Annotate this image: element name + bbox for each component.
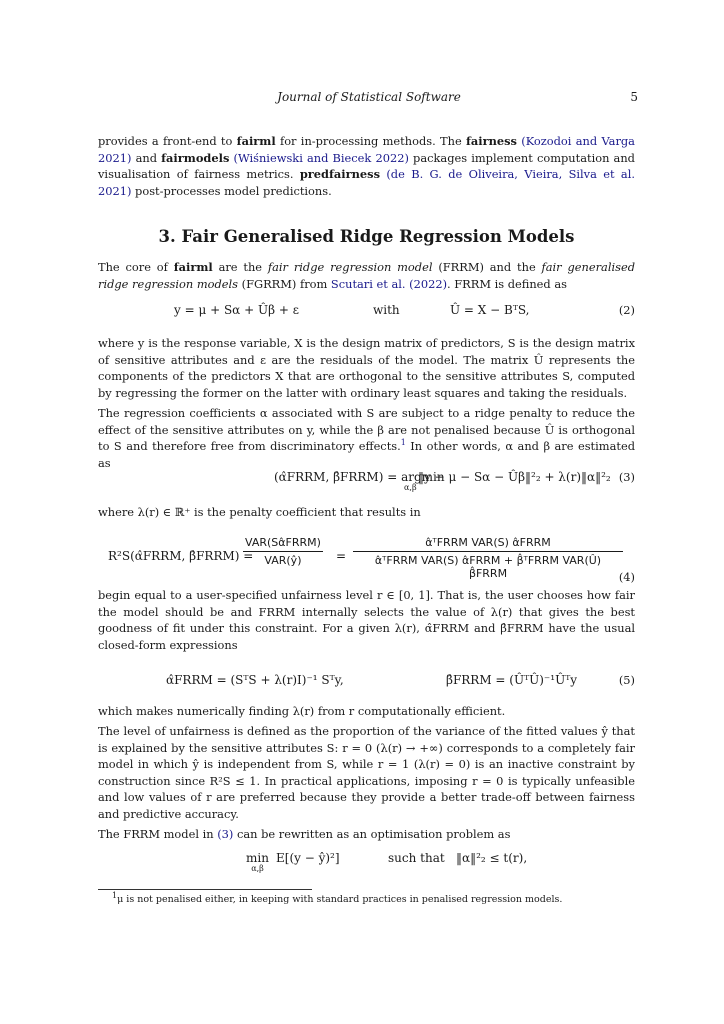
equation-lhs: (α̂FRRM, β̂FRRM) = argmin (274, 470, 445, 484)
expected-loss: E[(y − ŷ)²] (276, 851, 340, 865)
package-name: predfairness (299, 167, 380, 181)
citation-link[interactable]: (Wiśniewski and Biecek 2022) (233, 150, 409, 165)
text: In other words, α and β are estimated as (98, 439, 635, 470)
citation-link[interactable]: (de B. G. de Oliveira, Vieira, Silva et al. 2021) (98, 167, 635, 198)
text: (FGRRM) from (238, 276, 331, 291)
min-label: min (246, 851, 269, 865)
equals-sign: = (336, 549, 347, 563)
equation-3 (98, 470, 635, 500)
citation-link[interactable]: Scutari et al. (2022) (330, 276, 448, 291)
text: and (131, 150, 162, 165)
text: packages implement computation and visualisation of fairness metrics. (98, 150, 635, 181)
equation-number: (2) (618, 303, 635, 317)
equation-rhs: β̂FRRM = (ÛᵀÛ)⁻¹Ûᵀy (446, 673, 578, 687)
fraction-numerator: α̂ᵀFRRM VAR(S) α̂FRRM (353, 536, 623, 552)
paragraph-definitions: where y is the response variable, X is the design matrix of predictors, S is the design matrix of sensitive attributes and ε are the residuals of the model. The matrix Û represents the components of the predictors X that are orthogonal to the sensitive attributes S, computed by regressing the former on the latter with ordinary least squares and taking the residuals. (98, 336, 635, 400)
equation-reference-link[interactable]: (3) (217, 827, 234, 841)
min-subscript: α,β (251, 864, 264, 873)
text: provides a front-end to (98, 134, 237, 148)
equation-lhs: y = μ + Sα + Ûβ + ε (174, 303, 299, 317)
constraint: ‖α‖²₂ ≤ t(r), (456, 851, 528, 865)
paragraph-coefficients (98, 405, 635, 471)
paragraph-unfairness-definition: The level of unfairness is defined as the proportion of the variance of the fitted values ŷ that is explained by the sensitive attributes S: r = 0 (λ(r) → +∞) corresponds to a completely fair model in which ŷ is independent from S, while r = 1 (λ(r) = 0) is an inactive constraint by construction since R²S ≤ 1. In practical applications, imposing r = 0 is typically unfeasible and low values of r are preferred because they provide a better trade-off between fairness and predictive accuracy. (98, 724, 635, 821)
footnote-number: 1 (112, 890, 118, 900)
footnote (112, 890, 632, 906)
paragraph-core (98, 259, 635, 292)
text: for in-processing methods. The (275, 134, 466, 148)
such-that-label: such that (388, 851, 445, 865)
equation-4 (98, 536, 635, 582)
package-name: fairml (236, 134, 276, 148)
section-number: 3. (158, 227, 176, 246)
term: fair generalised ridge regression models (98, 260, 635, 291)
paragraph-optimisation (98, 826, 635, 843)
footnote-text: μ is not penalised either, in keeping with standard practices in penalised regression models. (117, 894, 563, 905)
paragraph-unfairness-level: begin equal to a user-specified unfairness level r ∈ [0, 1]. That is, the user chooses how fair the model should be and FRRM internally selects the value of λ(r) that gives the best goodness of fit under this constraint. For a given λ(r), α̂FRRM and β̂FRRM have the usual closed-form expressions (98, 588, 635, 652)
fraction-variance-ratio (243, 536, 323, 567)
running-header (98, 90, 640, 106)
paragraph-penalty: where λ(r) ∈ ℝ⁺ is the penalty coefficient that results in (98, 505, 421, 519)
package-name: fairness (466, 134, 517, 148)
page-number: 5 (630, 90, 638, 104)
text: are the (212, 260, 268, 274)
text: (FRRM) and the (432, 260, 542, 274)
section-title: Fair Generalised Ridge Regression Models (181, 227, 575, 246)
footnote-marker[interactable]: 1 (400, 438, 406, 448)
equation-rhs: ‖y − μ − Sα − Ûβ‖²₂ + λ(r)‖α‖²₂ (418, 470, 611, 484)
package-name: fairmodels (161, 150, 230, 165)
argmin-subscript: α,β (404, 483, 417, 492)
text: post-processes model predictions. (131, 183, 332, 198)
equation-with: with (373, 303, 400, 317)
package-name: fairml (173, 260, 213, 274)
citation-link[interactable]: (Kozodoi and Varga 2021) (98, 134, 635, 165)
equation-rhs: Û = X − BᵀS, (450, 303, 530, 317)
equation-2 (98, 303, 635, 321)
equation-5 (98, 673, 635, 693)
fraction-numerator: VAR(Sα̂FRRM) (243, 536, 323, 552)
term: fair ridge regression model (267, 260, 433, 274)
fraction-denominator: α̂ᵀFRRM VAR(S) α̂FRRM + β̂ᵀFRRM VAR(Û) β̂FRRM (374, 554, 602, 580)
equation-lhs: α̂FRRM = (SᵀS + λ(r)I)⁻¹ Sᵀy, (166, 673, 344, 687)
text: The core of (98, 260, 174, 274)
equation-number: (4) (618, 570, 635, 584)
section-heading (98, 226, 635, 248)
text: The regression coefficients α associated with S are subject to a ridge penalty to reduce the effect of the sensitive attributes on y, while the β are not penalised because Û is orthogonal to S and therefore free from discriminatory effects. (98, 406, 635, 453)
text: can be rewritten as an optimisation problem as (233, 827, 511, 841)
fraction-expanded (353, 536, 623, 580)
paragraph-intro (98, 133, 635, 199)
equation-6 (98, 851, 635, 881)
text: . FRRM is defined as (447, 276, 567, 291)
text: The FRRM model in (98, 827, 218, 841)
equation-number: (5) (618, 673, 635, 687)
footnote-rule (98, 889, 312, 890)
equation-lhs: R²S(α̂FRRM, β̂FRRM) = (108, 549, 254, 563)
paragraph-efficiency: which makes numerically finding λ(r) from r computationally efficient. (98, 704, 506, 718)
fraction-denominator: VAR(ŷ) (264, 554, 302, 567)
equation-number: (3) (618, 470, 635, 484)
journal-title: Journal of Statistical Software (277, 90, 461, 104)
min-operator (246, 851, 269, 873)
